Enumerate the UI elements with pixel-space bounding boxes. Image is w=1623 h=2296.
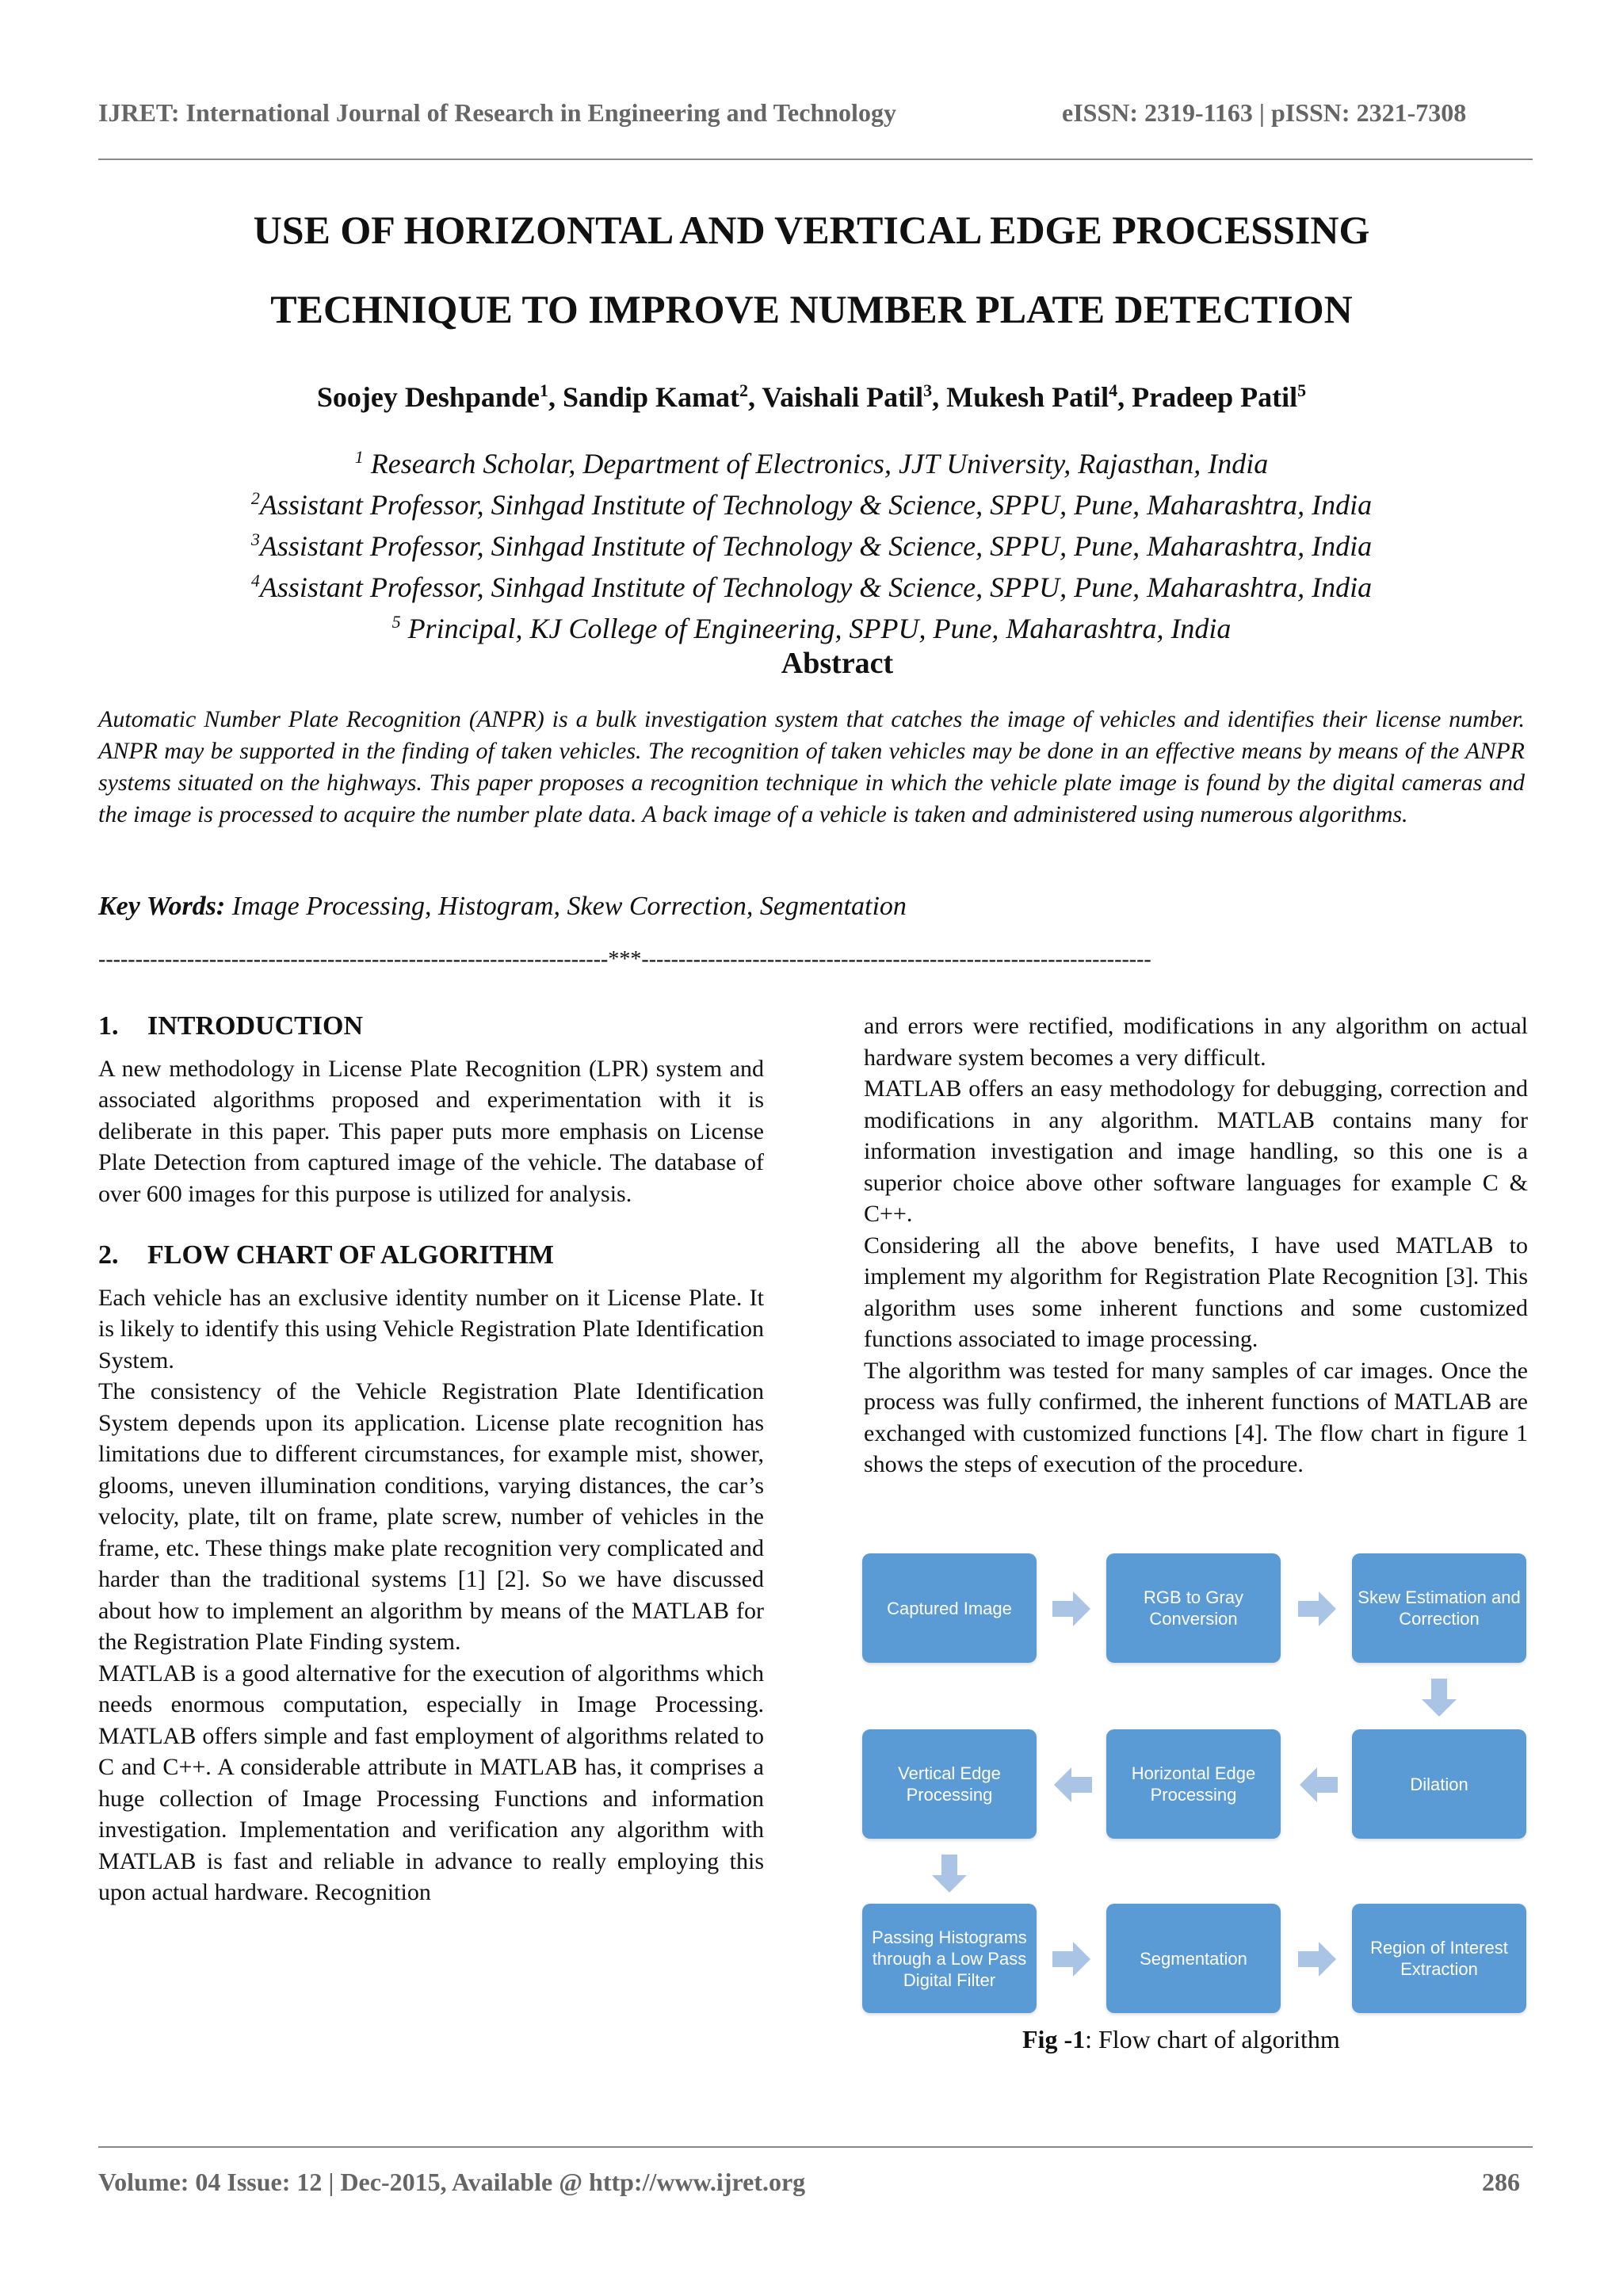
intro-paragraph: A new methodology in License Plate Recognition (LPR) system and associated algorithms proposed and experimentation with it is deliberate in this paper. This paper puts more emphasis on License Plate Detection from captured image of the vehicle. The database of over 600 images for this purpose is utilized for analysis. [98,1055,764,1207]
section-heading-flow-chart: 2. FLOW CHART OF ALGORITHM [98,1240,554,1270]
affiliation: $^1$ Research Scholar, Department of Electronics, JJT University, Rajasthan, India [354,447,1269,479]
section-heading-introduction: 1. INTRODUCTION [98,1011,364,1041]
arrow-left-icon [1054,1767,1094,1802]
right-paragraph-3: Considering all the above benefits, I have used MATLAB to implement my algorithm for Registration Plate Recognition [3]. This algorithm uses some inherent functions and some customized functions associated to image processing. [864,1232,1528,1352]
flow-box-rgb-to-gray: RGB to Gray Conversion [1106,1553,1281,1663]
header-rule [98,159,1533,160]
left-column [98,1010,764,1908]
flow-box-captured-image: Captured Image [862,1553,1037,1663]
paper-title [98,190,1525,349]
flow-box-segmentation: Segmentation [1106,1904,1281,2013]
right-column [864,1010,1528,1480]
affiliation: $^5$ Principal, KJ College of Engineering, SPPU, Pune, Maharashtra, India [391,612,1232,644]
arrow-down-icon [1422,1679,1457,1718]
author: Soojey Deshpande$^1$, [316,380,563,413]
footer-volume: Volume: 04 Issue: 12 | Dec-2015, Available @ http://www.ijret.org [98,2168,806,2196]
flow-box-roi-extraction: Region of Interest Extraction [1352,1904,1526,2013]
figure-label: Fig -1 [1022,2025,1086,2053]
arrow-left-icon [1300,1767,1339,1802]
author: Mukesh Patil$^4$, [946,380,1132,413]
figure-caption-text: : Flow chart of algorithm [1085,2025,1340,2053]
abstract-heading: Abstract [781,647,894,680]
author: Pradeep Patil$^5$ [1132,380,1307,413]
right-paragraph-2: MATLAB offers an easy methodology for debugging, correction and modifications in any algorithm. MATLAB contains many for information investigation and image handling, so this one is a superior choice above other software languages for example C & C++. [864,1075,1528,1227]
author-list [98,380,1525,414]
arrow-right-icon [1298,1942,1338,1977]
flow-box-vertical-edge: Vertical Edge Processing [862,1729,1037,1839]
author: Sandip Kamat$^2$, [562,380,762,413]
issn-header: eISSN: 2319-1163 | pISSN: 2321-7308 [1062,98,1467,127]
arrow-down-icon [932,1855,967,1894]
affiliation: $^2$Assistant Professor, Sinhgad Institute of Technology & Science, SPPU, Pune, Maharashtra, India [250,488,1373,521]
flow-paragraph-1: Each vehicle has an exclusive identity number on it License Plate. It is likely to identify this using Vehicle Registration Plate Identification System. [98,1284,764,1373]
right-paragraph-1: and errors were rectified, modifications in any algorithm on actual hardware system becomes a very difficult. [864,1013,1528,1071]
arrow-right-icon [1052,1591,1092,1626]
flow-box-dilation: Dilation [1352,1729,1526,1839]
flow-paragraph-2: The consistency of the Vehicle Registration Plate Identification System depends upon its application. License plate recognition has limitations due to different circumstances, for example mist, shower, glooms, uneven illumination conditions, varying distances, the car’s velocity, plate, tilt on frame, plate screw, number of vehicles in the frame, etc. These things make plate recognition very complicated and harder than the traditional systems [1] [2]. So we have discussed about how to implement an algorithm by means of the MATLAB for the Registration Plate Finding system. [98,1378,764,1655]
arrow-right-icon [1052,1942,1092,1977]
keywords-text: Image Processing, Histogram, Skew Correction, Segmentation [225,892,907,921]
journal-header: IJRET: International Journal of Research in Engineering and Technology [98,98,896,127]
keywords-label: Key Words: [98,892,226,921]
affiliation: $^4$Assistant Professor, Sinhgad Institute of Technology & Science, SPPU, Pune, Maharashtra, India [250,571,1373,603]
abstract-body: Automatic Number Plate Recognition (ANPR) is a bulk investigation system that catches the image of vehicles and identifies their license number. ANPR may be supported in the finding of taken vehicles. The recognition of taken vehicles may be done in an effective means by means of the ANPR systems situated on the highways. This paper proposes a recognition technique in which the vehicle plate image is found by the digital cameras and the image is processed to acquire the number plate data. A back image of a vehicle is taken and administered using numerous algorithms. [98,706,1525,827]
section-separator: ---------------------------------------------------------------------***--------------------------------------------------------------------- [98,947,1151,972]
footer-rule [98,2146,1533,2148]
right-paragraph-4: The algorithm was tested for many samples of car images. Once the process was fully confirmed, the inherent functions of MATLAB are exchanged with customized functions [4]. The flow chart in figure 1 shows the steps of execution of the procedure. [864,1357,1528,1477]
figure-caption [1022,2025,1340,2054]
affiliations [98,440,1525,646]
flow-box-horizontal-edge: Horizontal Edge Processing [1106,1729,1281,1839]
title-line-2: TECHNIQUE TO IMPROVE NUMBER PLATE DETECTION [270,287,1353,331]
flow-box-skew-estimation: Skew Estimation and Correction [1352,1553,1526,1663]
arrow-right-icon [1298,1591,1338,1626]
flowchart-figure [862,1553,1528,2013]
affiliation: $^3$Assistant Professor, Sinhgad Institute of Technology & Science, SPPU, Pune, Maharashtra, India [250,529,1373,562]
keywords [98,892,907,922]
title-line-1: USE OF HORIZONTAL AND VERTICAL EDGE PROCESSING [253,208,1370,252]
page-number: 286 [1482,2168,1520,2196]
flow-paragraph-3: MATLAB is a good alternative for the execution of algorithms which needs enormous computation, especially in Image Processing. MATLAB offers simple and fast employment of algorithms related to C and C++. A considerable attribute in MATLAB has, it comprises a huge collection of Image Processing Functions and information investigation. Implementation and verification any algorithm with MATLAB is fast and reliable in advance to really employing this upon actual hardware. Recognition [98,1660,764,1905]
flow-box-low-pass-filter: Passing Histograms through a Low Pass Digital Filter [862,1904,1037,2013]
author: Vaishali Patil$^3$, [762,380,947,413]
